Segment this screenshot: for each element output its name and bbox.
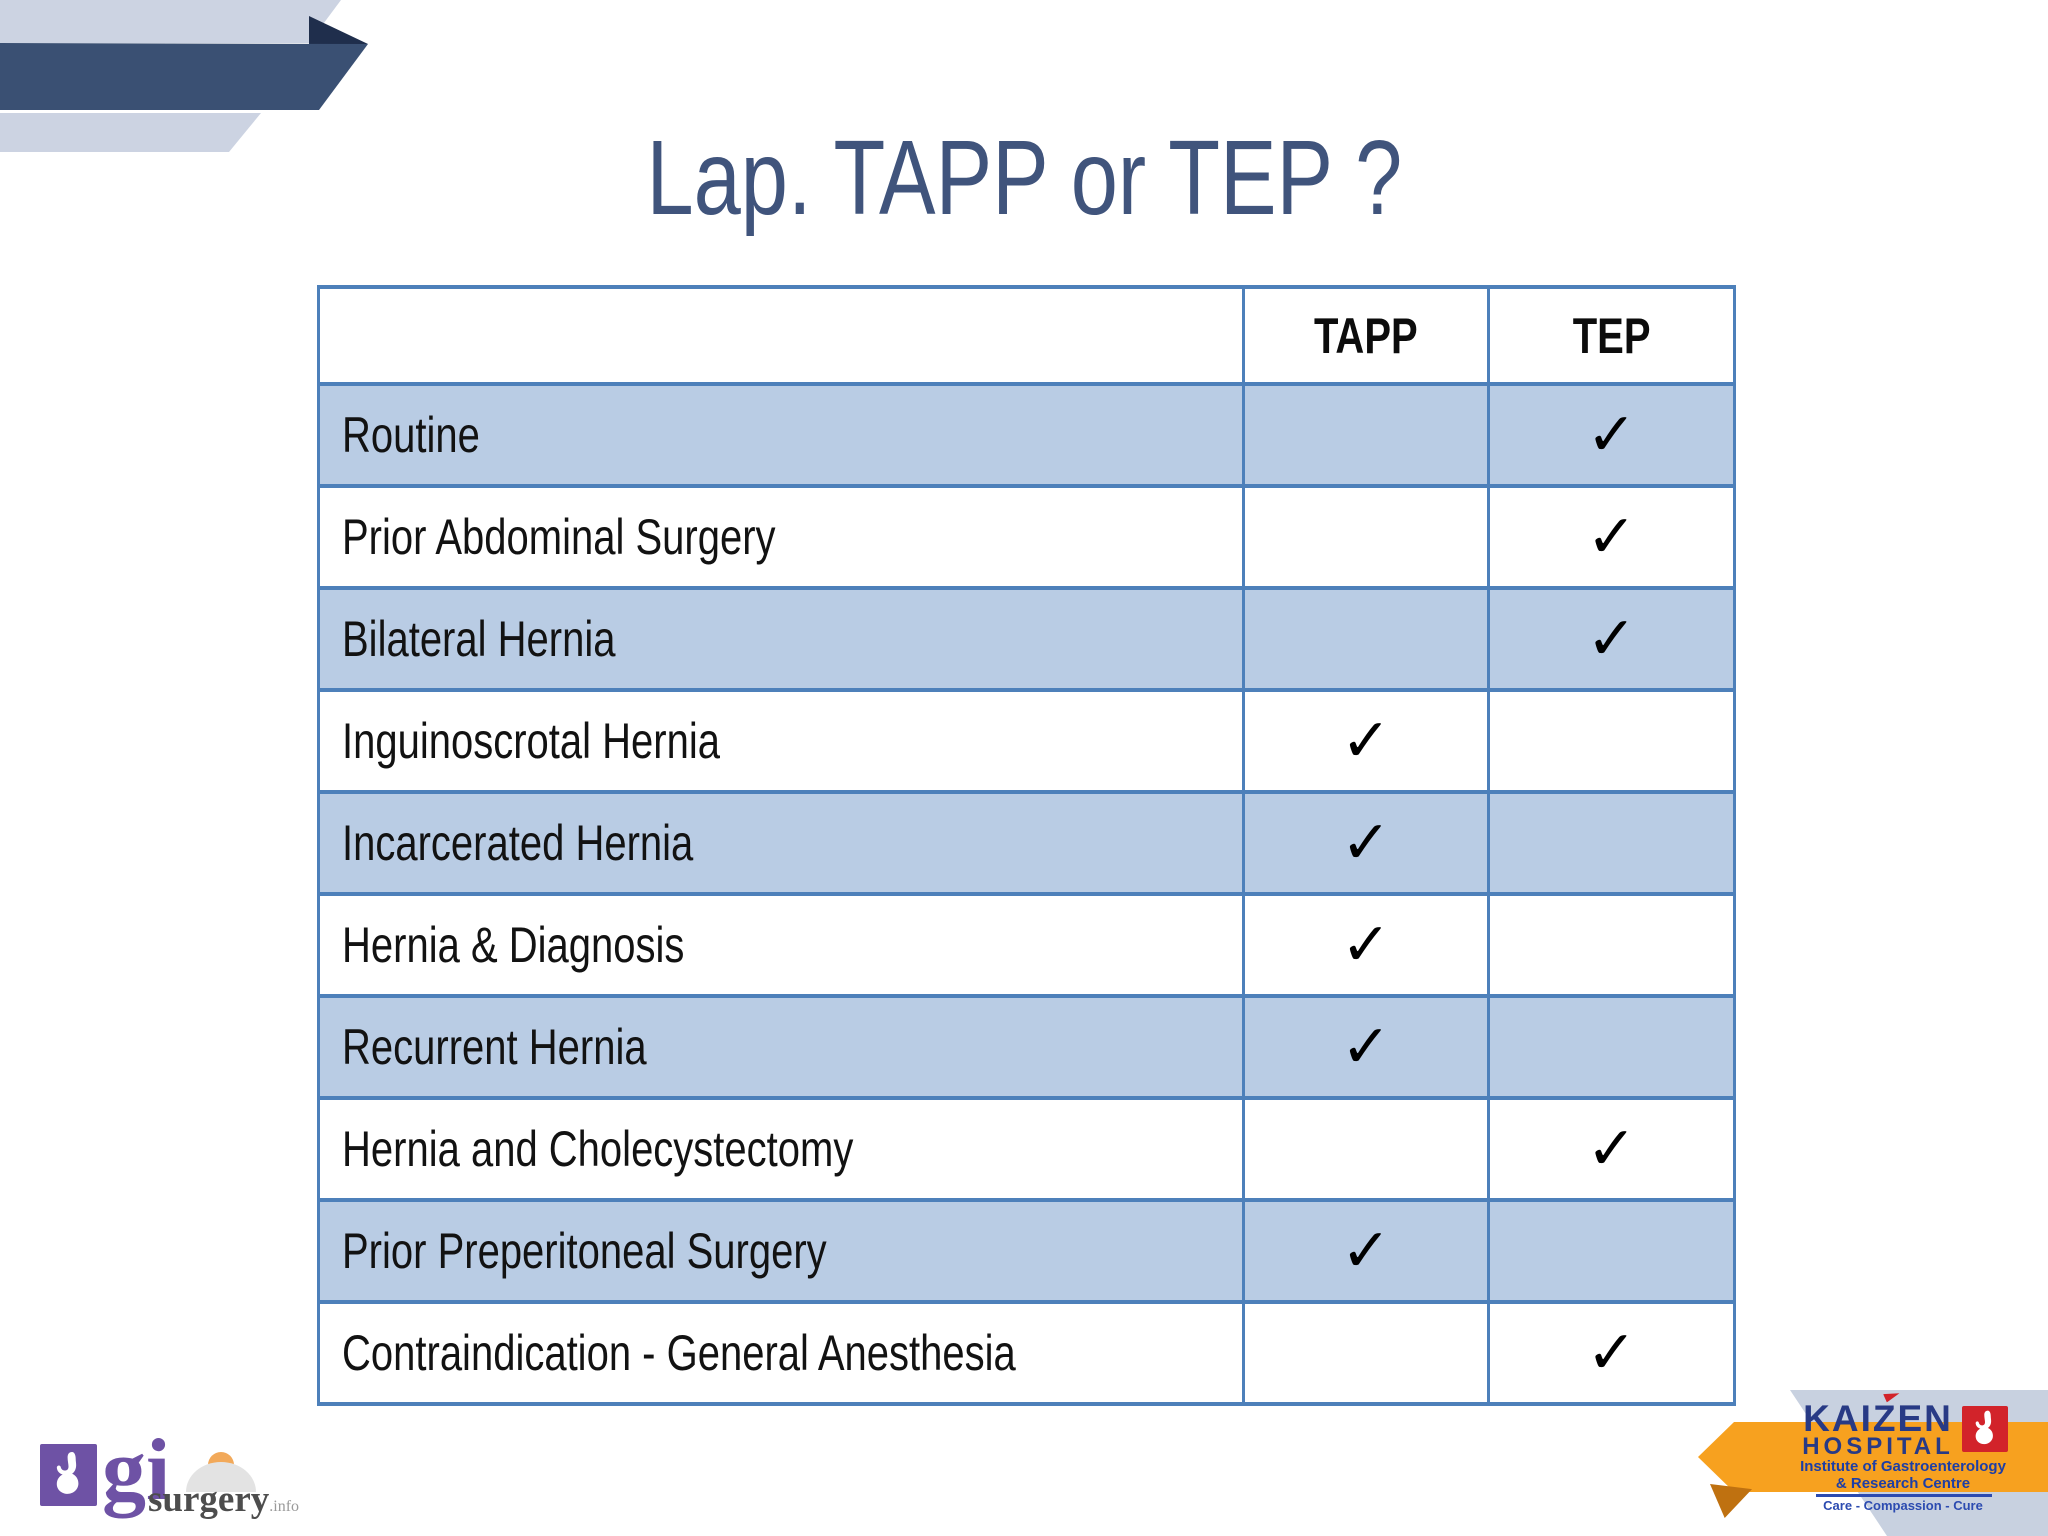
- table-header-row: [319, 287, 1735, 384]
- kaizen-hospital-logo: [1688, 1390, 2048, 1536]
- table-row: [319, 1200, 1735, 1302]
- row-label: Bilateral Hernia: [342, 611, 616, 667]
- tep-check: ✓: [1586, 1114, 1637, 1184]
- table-row: [319, 384, 1735, 486]
- tep-check: ✓: [1586, 502, 1637, 572]
- kaizen-subname: HOSPITAL: [1802, 1433, 1954, 1460]
- row-label: Inguinoscrotal Hernia: [342, 713, 720, 769]
- table-row: [319, 894, 1735, 996]
- tep-check: ✓: [1586, 1318, 1637, 1388]
- stomach-icon: [46, 1448, 91, 1502]
- row-label: Incarcerated Hernia: [342, 815, 694, 871]
- header-tep: TEP: [1489, 287, 1735, 384]
- gi-logo-square: [40, 1444, 97, 1506]
- tapp-check: ✓: [1340, 1012, 1392, 1082]
- tapp-check: ✓: [1340, 808, 1392, 878]
- tapp-tep-comparison-table: [317, 285, 1736, 1406]
- kaizen-institute-line: Institute of Gastroenterology: [1800, 1458, 2006, 1475]
- tep-check: ✓: [1586, 400, 1637, 470]
- kaizen-research-line: & Research Centre: [1835, 1475, 1971, 1492]
- header-empty-cell: [319, 287, 1244, 384]
- table-row: [319, 486, 1735, 588]
- page-title-text: Lap. TAPP or TEP ?: [646, 119, 1402, 237]
- row-label: Prior Preperitoneal Surgery: [342, 1223, 827, 1279]
- banner-navy-arrow: [0, 43, 380, 110]
- page-title: [0, 118, 2048, 239]
- kaizen-name: KAIZEN: [1803, 1398, 1953, 1439]
- kaizen-ribbon-fold: [1710, 1484, 1752, 1518]
- table-row: [319, 1302, 1735, 1404]
- gi-logo-info-text: .info: [269, 1498, 300, 1515]
- tapp-check: ✓: [1340, 910, 1392, 980]
- tapp-check: ✓: [1340, 706, 1392, 776]
- row-label: Hernia & Diagnosis: [342, 917, 685, 973]
- gi-logo-surgery-text: surgery.info: [148, 1479, 300, 1520]
- row-label: Recurrent Hernia: [342, 1019, 647, 1075]
- row-label: Routine: [342, 407, 480, 463]
- header-tapp: TAPP: [1244, 287, 1489, 384]
- tep-check: ✓: [1586, 604, 1637, 674]
- table-row: [319, 792, 1735, 894]
- kaizen-tagline: Care - Compassion - Cure: [1823, 1498, 1983, 1513]
- stomach-icon: [1967, 1408, 2003, 1450]
- table-row: [319, 588, 1735, 690]
- gi-logo-gi-text: gi: [102, 1422, 171, 1519]
- table-row: [319, 996, 1735, 1098]
- row-label: Contraindication - General Anesthesia: [342, 1325, 1016, 1381]
- kaizen-logo-square: [1962, 1406, 2008, 1452]
- kaizen-divider: [1816, 1494, 1992, 1497]
- gi-surgery-logo: [40, 1422, 310, 1520]
- tapp-check: ✓: [1340, 1216, 1392, 1286]
- table-row: [319, 1098, 1735, 1200]
- row-label: Prior Abdominal Surgery: [342, 509, 776, 565]
- table-row: [319, 690, 1735, 792]
- row-label: Hernia and Cholecystectomy: [342, 1121, 854, 1177]
